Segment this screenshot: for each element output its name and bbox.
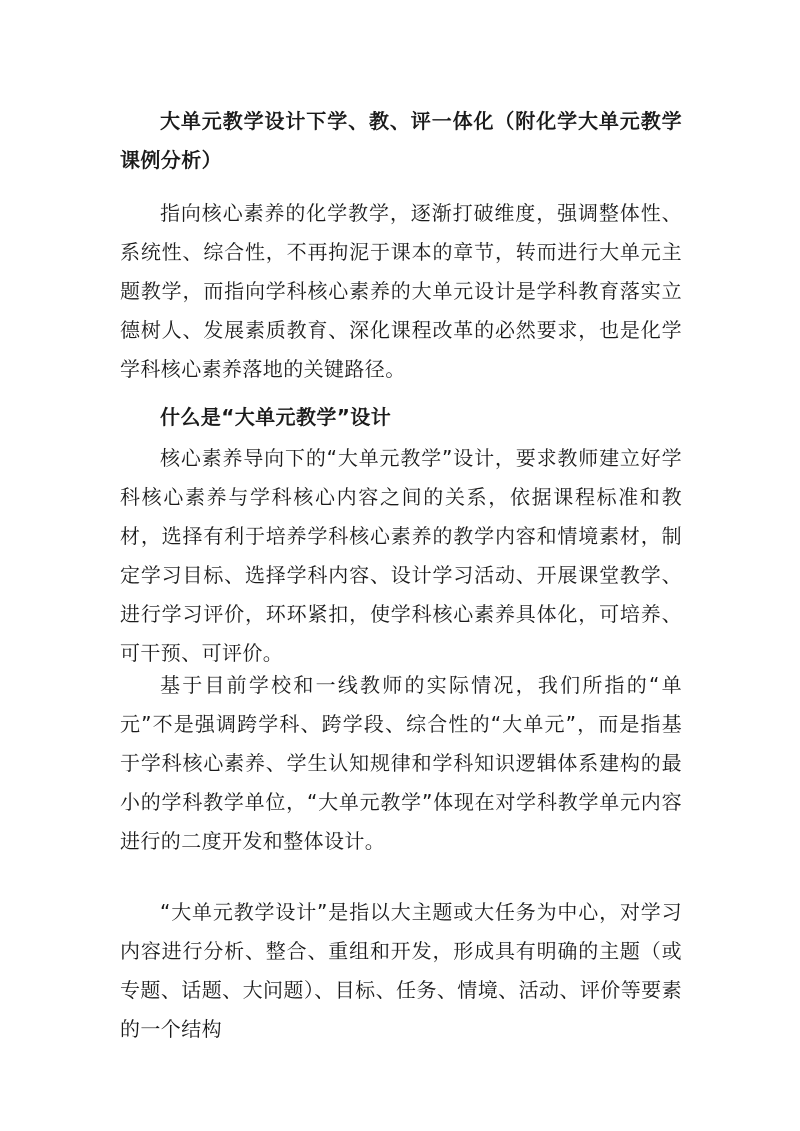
- document-title: 大单元教学设计下学、教、评一体化（附化学大单元教学课例分析）: [120, 109, 682, 172]
- section-heading: 什么是“大单元教学”设计: [160, 405, 392, 429]
- section-paragraph-3: “大单元教学设计”是指以大主题或大任务为中心，对学习内容进行分析、整合、重组和开发，形成具有明确的主题（或专题、话题、大问题）、目标、任务、情境、活动、评价等要素的一个结构: [120, 900, 682, 1041]
- intro-paragraph: 指向核心素养的化学教学，逐渐打破维度，强调整体性、系统性、综合性，不再拘泥于课本的章节，转而进行大单元主题教学，而指向学科核心素养的大单元设计是学科教育落实立德树人、发展素质教育、深化课程改革的必然要求，也是化学学科核心素养落地的关键路径。: [120, 201, 682, 381]
- section-paragraph-1: 核心素养导向下的“大单元教学”设计，要求教师建立好学科核心素养与学科核心内容之间的关系，依据课程标准和教材，选择有利于培养学科核心素养的教学内容和情境素材，制定学习目标、选择学科内容、设计学习活动、开展课堂教学、进行学习评价，环环紧扣，使学科核心素养具体化，可培养、可干预、可评价。: [120, 446, 682, 665]
- section-paragraph-2: 基于目前学校和一线教师的实际情况，我们所指的“单元”不是强调跨学科、跨学段、综合性的“大单元”，而是指基于学科核心素养、学生认知规律和学科知识逻辑体系建构的最小的学科教学单位，“大单元教学”体现在对学科教学单元内容进行的二度开发和整体设计。: [120, 673, 682, 853]
